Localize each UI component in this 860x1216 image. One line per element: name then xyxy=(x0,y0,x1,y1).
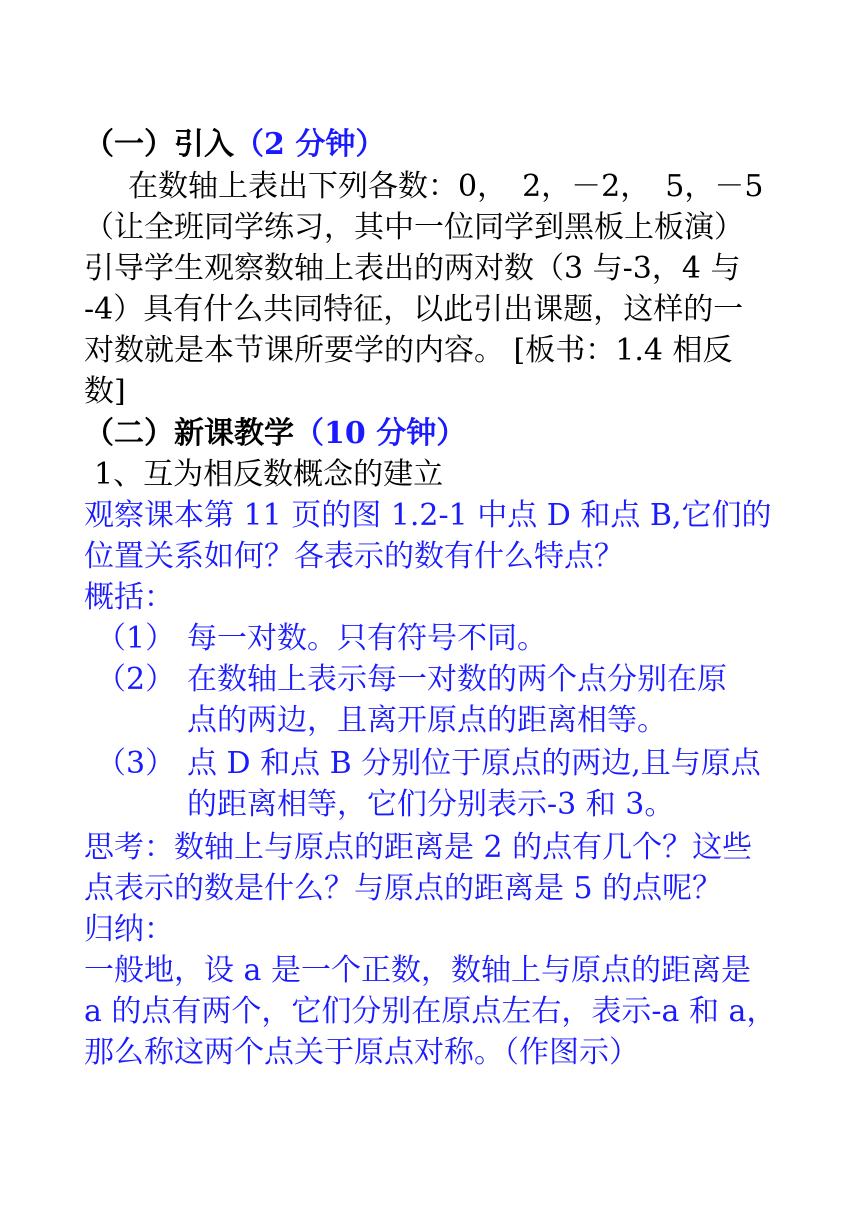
observe-line: 位置关系如何？各表示的数有什么特点？ xyxy=(84,539,624,574)
think-line: 点表示的数是什么？与原点的距离是 5 的点呢？ xyxy=(84,871,723,906)
item-text: 点的两边，且离开原点的距离相等。 xyxy=(187,703,667,738)
section1-line: 数] xyxy=(84,374,126,409)
item-text: 每一对数。只有符号不同。 xyxy=(187,621,547,656)
section1-line: （让全班同学练习，其中一位同学到黑板上板演） xyxy=(84,210,744,245)
section2-heading-time: （10 分钟） xyxy=(294,416,467,451)
induce-line: a 的点有两个，它们分别在原点左右，表示-a 和 a， xyxy=(84,994,777,1029)
section1-heading-time: （2 分钟） xyxy=(234,127,386,162)
observe-line: 观察课本第 11 页的图 1.2-1 中点 D 和点 B,它们的 xyxy=(84,498,772,533)
item-text: 点 D 和点 B 分别位于原点的两边,且与原点 xyxy=(187,746,761,781)
section1-line: 引导学生观察数轴上表出的两对数（3 与-3，4 与 xyxy=(84,251,741,286)
section2-subheading: 1、互为相反数概念的建立 xyxy=(94,457,444,492)
induce-label: 归纳： xyxy=(84,912,174,947)
item-text: 的距离相等，它们分别表示-3 和 3。 xyxy=(187,787,675,822)
section1-heading-label: （一）引入 xyxy=(84,127,234,162)
item-text: 在数轴上表示每一对数的两个点分别在原 xyxy=(187,662,727,697)
item-number: （2） xyxy=(96,662,176,697)
summary-label: 概括： xyxy=(84,580,174,615)
section1-line: 对数就是本节课所要学的内容。 [板书：1.4 相反 xyxy=(84,333,733,368)
section1-line: -4）具有什么共同特征，以此引出课题，这样的一 xyxy=(84,292,744,327)
section1-line: 在数轴上表出下列各数：0， 2，－2， 5，－5 xyxy=(128,169,764,204)
item-number: （1） xyxy=(96,621,176,656)
item-number: （3） xyxy=(96,746,176,781)
section2-heading-label: （二）新课教学 xyxy=(84,416,294,451)
section2-heading xyxy=(84,413,466,454)
think-line: 思考：数轴上与原点的距离是 2 的点有几个？这些 xyxy=(84,830,753,865)
induce-line: 那么称这两个点关于原点对称。（作图示） xyxy=(84,1035,639,1070)
induce-line: 一般地，设 a 是一个正数，数轴上与原点的距离是 xyxy=(84,953,751,988)
section1-heading xyxy=(84,124,385,165)
